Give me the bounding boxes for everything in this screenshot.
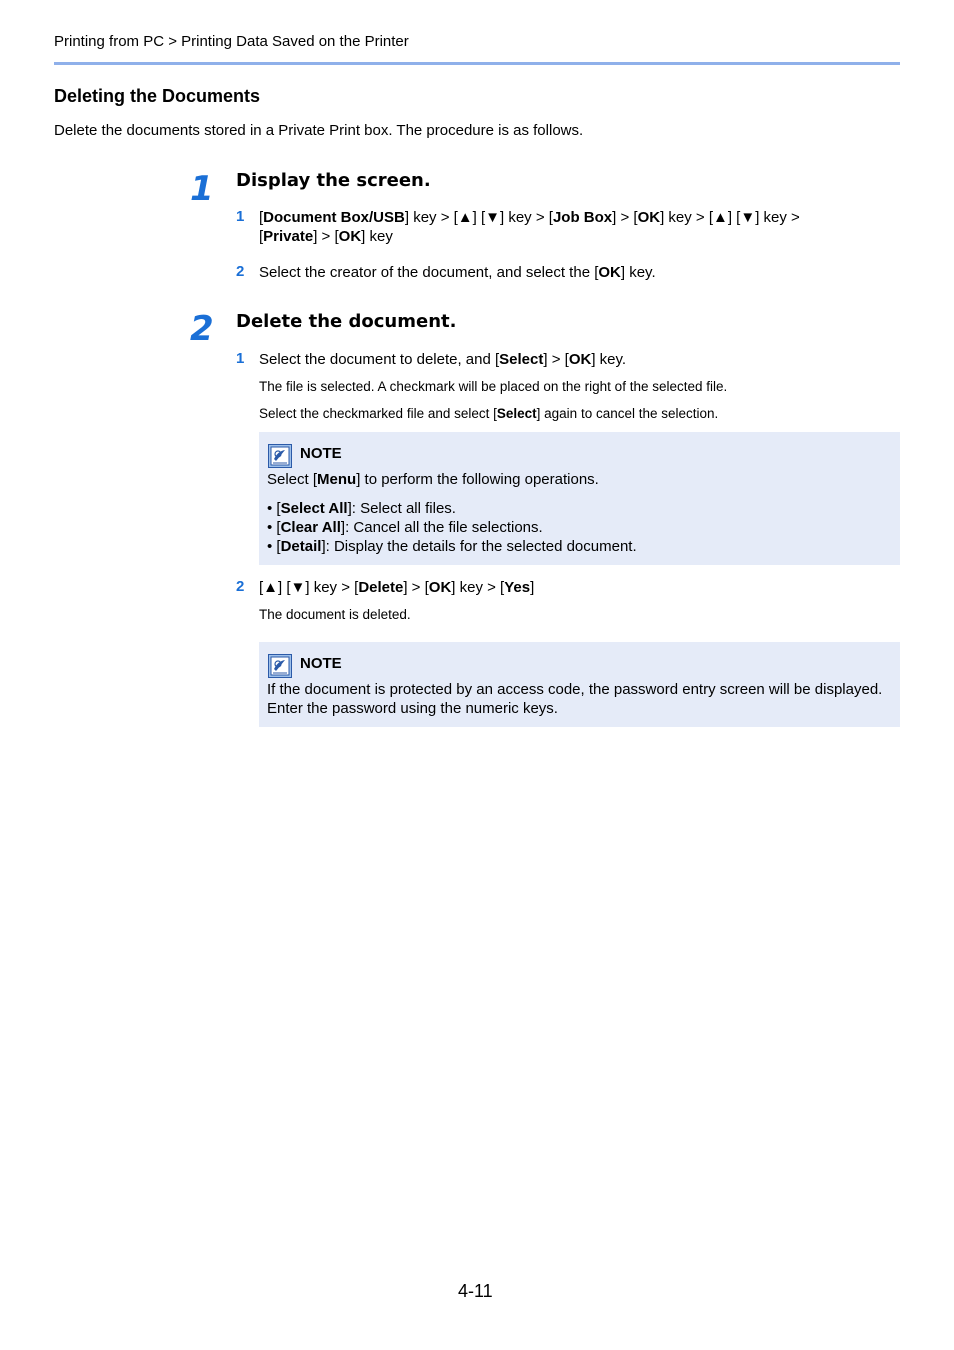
substep-1-2-text: Select the creator of the document, and select the [OK] key.	[259, 264, 656, 281]
substep-2-1-number: 1	[236, 350, 245, 367]
note-label: NOTE	[300, 655, 342, 672]
note-label: NOTE	[300, 445, 342, 462]
substep-2-1-note-1: The file is selected. A checkmark will be placed on the right of the selected file.	[259, 379, 728, 394]
section-intro: Delete the documents stored in a Private Print box. The procedure is as follows.	[54, 122, 584, 139]
page-number: 4-11	[458, 1281, 493, 1301]
substep-2-1-note-2: Select the checkmarked file and select [Select] again to cancel the selection.	[259, 406, 719, 421]
step-1-title: Display the screen.	[236, 170, 431, 191]
note-text: If the document is protected by an access code, the password entry screen will be displayed. Enter the password using the numeric keys.	[267, 681, 883, 717]
note-bullet-clear-all: • [Clear All]: Cancel all the file selections.	[267, 519, 543, 536]
step-2-number: 2	[190, 309, 214, 349]
note-icon	[268, 444, 292, 468]
section-title: Deleting the Documents	[54, 86, 261, 106]
step-2-title: Delete the document.	[236, 311, 457, 332]
note-icon	[268, 654, 292, 678]
substep-2-2-result: The document is deleted.	[259, 607, 411, 622]
note-box-menu	[259, 432, 900, 565]
header-rule	[54, 62, 900, 65]
substep-2-1-text: Select the document to delete, and [Select] > [OK] key.	[259, 351, 627, 368]
substep-1-1-number: 1	[236, 208, 245, 225]
substep-1-1-text: [Document Box/USB] key > [▲] [▼] key > [Job Box] > [OK] key > [▲] [▼] key > [Private] > [OK] key	[259, 209, 800, 245]
step-1-number: 1	[190, 169, 214, 209]
substep-2-2-text: [▲] [▼] key > [Delete] > [OK] key > [Yes]	[259, 579, 535, 596]
substep-2-2-number: 2	[236, 578, 245, 595]
note-bullet-select-all: • [Select All]: Select all files.	[267, 500, 456, 517]
note-box-access-code	[259, 642, 900, 727]
note-bullet-detail: • [Detail]: Display the details for the selected document.	[267, 538, 637, 555]
note-intro: Select [Menu] to perform the following operations.	[267, 471, 599, 488]
breadcrumb: Printing from PC > Printing Data Saved on the Printer	[54, 33, 409, 50]
substep-1-2-number: 2	[236, 263, 245, 280]
